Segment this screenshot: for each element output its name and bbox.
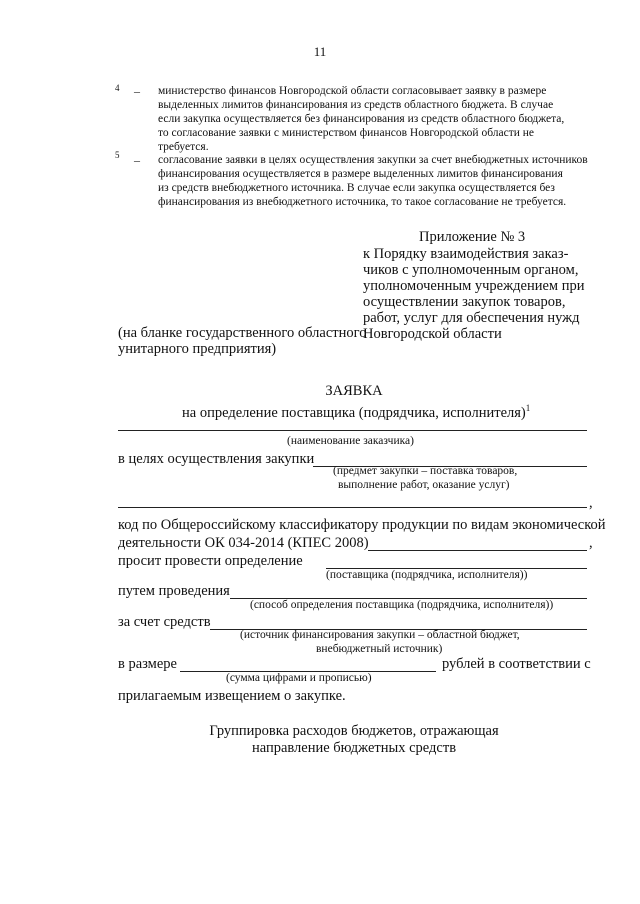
footnote-line: то согласование заявки с министерством финансов Новгородской области не xyxy=(158,127,535,139)
amount-caption: (сумма цифрами и прописью) xyxy=(226,672,372,684)
page-number: 11 xyxy=(313,44,327,59)
method-label: путем проведения xyxy=(118,583,230,599)
funds-label: за счет средств xyxy=(118,614,211,630)
section-heading xyxy=(0,723,640,757)
okpd-comma: , xyxy=(589,535,593,551)
purpose-label: в целях осуществления закупки xyxy=(118,451,315,467)
footnote-line: если закупка осуществляется без финансирования из средств областного бюджета, xyxy=(158,113,565,125)
amount-end: прилагаемым извещением о закупке. xyxy=(118,688,346,704)
customer-name-line[interactable] xyxy=(118,430,587,431)
purpose-caption-2: выполнение работ, оказание услуг) xyxy=(338,479,510,491)
letterhead-line: (на бланке государственного областного xyxy=(118,325,367,341)
appendix-lines xyxy=(363,246,584,342)
funds-caption-1: (источник финансирования закупки – областной бюджет, xyxy=(240,629,520,641)
method-caption: (способ определения поставщика (подрядчика, исполнителя)) xyxy=(250,599,554,611)
footnote-marker: 5 xyxy=(115,150,120,160)
appendix-line: уполномоченным учреждением при xyxy=(363,278,585,294)
form-subtitle-text: на определение поставщика (подрядчика, исполнителя) xyxy=(182,404,526,421)
appendix-line: к Порядку взаимодействия заказ- xyxy=(363,246,569,262)
appendix-line: чиков с уполномоченным органом, xyxy=(363,262,579,278)
footnote-dash: – xyxy=(134,84,140,98)
purpose-line-2[interactable] xyxy=(118,507,587,508)
form-title: ЗАЯВКА xyxy=(325,383,383,399)
request-caption: (поставщика (подрядчика, исполнителя)) xyxy=(326,569,528,581)
appendix-line: работ, услуг для обеспечения нужд xyxy=(363,310,580,326)
appendix-line: осуществлении закупок товаров, xyxy=(363,294,566,310)
footnote-marker: 4 xyxy=(115,83,120,93)
amount-label: в размере xyxy=(118,656,177,672)
purpose-caption-1: (предмет закупки – поставка товаров, xyxy=(333,465,518,477)
footnote-line: из средств внебюджетного источника. В случае если закупка осуществляется без xyxy=(158,182,555,194)
letterhead-line: унитарного предприятия) xyxy=(118,341,277,357)
footnote-line: финансирования осуществляется в размере выделенных лимитов финансирования xyxy=(158,168,563,180)
appendix-title: Приложение № 3 xyxy=(419,229,526,245)
funds-caption-2: внебюджетный источник) xyxy=(316,643,443,655)
footnote-line: министерство финансов Новгородской области согласовывает заявку в размере xyxy=(158,85,547,97)
amount-suffix: рублей в соответствии с xyxy=(442,656,591,672)
footnote-dash: – xyxy=(134,153,140,167)
footnote-line: выделенных лимитов финансирования из средств областного бюджета. В случае xyxy=(158,99,554,111)
letterhead-note xyxy=(118,325,366,357)
section-heading-line: направление бюджетных средств xyxy=(251,740,457,756)
footnote-line: финансирования из внебюджетного источника, то такое согласование не требуется. xyxy=(158,196,567,208)
okpd-line-2: деятельности ОК 034-2014 (КПЕС 2008) xyxy=(118,535,369,551)
form-subtitle xyxy=(182,400,530,422)
okpd-line-1: код по Общероссийскому классификатору продукции по видам экономической xyxy=(118,517,606,533)
footnote-line: согласование заявки в целях осуществления закупки за счет внебюджетных источников xyxy=(158,154,588,166)
okpd-code-line[interactable] xyxy=(368,550,587,551)
footnote-line: требуется. xyxy=(158,141,209,153)
customer-caption: (наименование заказчика) xyxy=(287,435,414,447)
purpose-comma: , xyxy=(589,495,593,511)
request-label: просит провести определение xyxy=(118,553,303,569)
appendix-line: Новгородской области xyxy=(363,326,502,342)
footnote-ref: 1 xyxy=(525,403,531,413)
section-heading-line: Группировка расходов бюджетов, отражающая xyxy=(209,723,499,739)
